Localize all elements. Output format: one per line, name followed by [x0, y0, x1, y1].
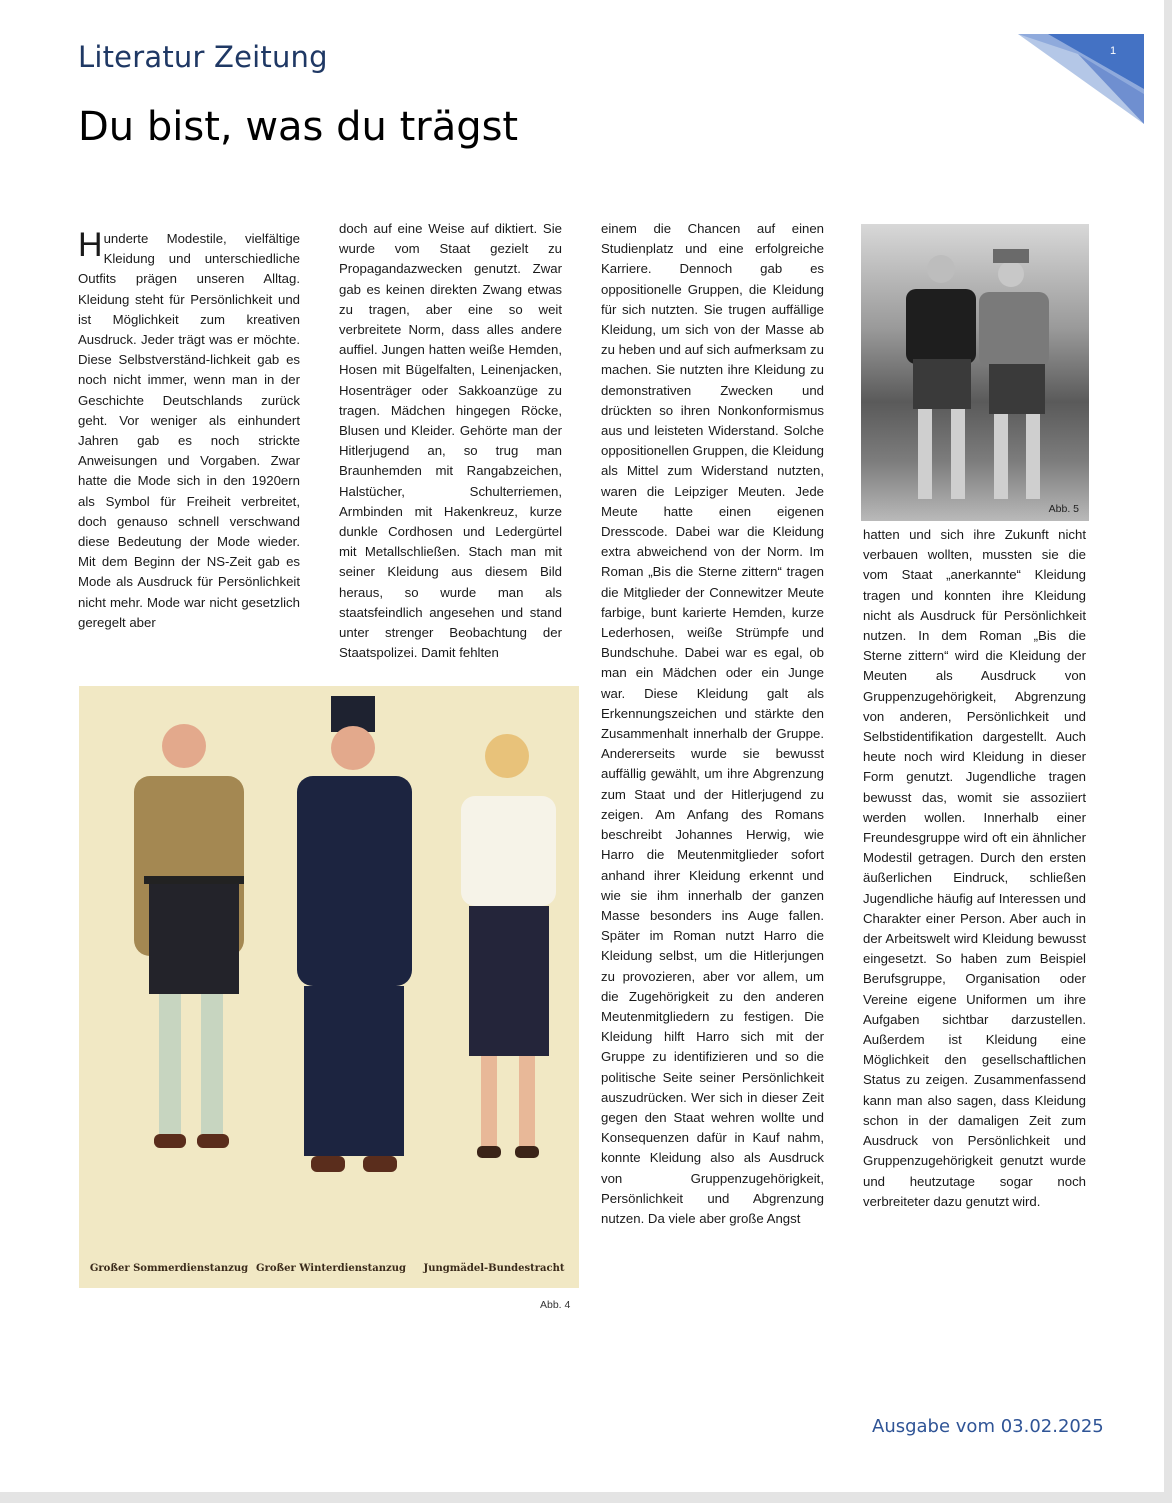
figure-4-label: Abb. 4 — [540, 1299, 571, 1311]
publication-name: Literatur Zeitung — [78, 40, 328, 74]
caption-summer — [89, 1263, 249, 1274]
column-text: einem die Chancen auf einen Studienplatz und eine erfolgreiche Karriere. Dennoch gab es oppositionelle Gruppen, die Kleidung für sich nutzten. Sie trugen auffällige Kleidung, um sich von der Masse ab zu heben und auf sich aufmerksam zu machen. Sie nutzten ihre Kleidung zu demonstrativen Zwecken und drückten so ihren Nonkonformismus aus und leisteten Widerstand. Solche oppositionellen Gruppen, die Kleidung als Mittel zum Widerstand nutzten, waren die Leipziger Meuten. Jede Meute hatte einen eigenen Dresscode. Dabei war die Kleidung extra abweichend von der Norm. Im Roman „Bis die Sterne zittern“ tragen die Mitglieder der Connewitzer Meute farbige, bunt karierte Hemden, kurze Lederhosen, weiße Strümpfe und Bundschuhe. Dabei war es egal, ob man ein Mädchen oder ein Junge war. Diese Kleidung galt als Erkennungszeichen und stärkte den Zusammenhalt innerhalb der Gruppe. Andererseits wurde sie bewusst auffällig gewählt, um ihre Abgrenzung zum Staat und der Hitlerjugend zu zeigen. Am Anfang des Romans beschreibt Johannes Herwig, wie Harro die Meutenmitglieder sofort anhand ihrer Kleidung erkennt und wie sie ihm innerhalb der ganzen Masse besonders ins Auge fallen. Später im Roman nutzt Harro die Kleidung selbst, um die Hitlerjungen zu provozieren, aber vor allem, um die Zugehörigkeit zu den anderen Meutenmitgliedern zu festigen. Die Kleidung hilft Harro sich mit der Gruppe zu identifizieren und so die politische Seite seiner Persönlichkeit auszudrücken. Wer sich in dieser Zeit gegen den Staat wehren wollte und Konsequenzen dafür in Kauf nahm, konnte Kleidung also als Ausdruck von Gruppenzugehörigkeit, Persönlichkeit und Abgrenzung nutzen. Da viele aber große Angst — [601, 221, 824, 1226]
article-column-3 — [601, 219, 824, 1229]
drop-cap: H — [78, 226, 103, 264]
caption-girl — [414, 1263, 574, 1274]
figure-summer-uniform — [134, 724, 244, 1148]
caption-title: Großer Sommerdienstanzug — [89, 1263, 249, 1274]
caption-winter — [251, 1263, 411, 1274]
figure-winter-uniform — [297, 696, 412, 1172]
page-number: 1 — [1110, 45, 1117, 57]
figure-5-label: Abb. 5 — [1048, 503, 1079, 515]
column-text: hatten und sich ihre Zukunft nicht verbauen wollten, mussten sie die vom Staat „anerkannte“ Kleidung tragen und konnten ihre Kleidung nicht als Ausdruck für Persönlichkeit nutzen. In dem Roman „Bis die Sterne zittern“ wird die Kleidung der Meuten als Ausdruck von Gruppenzugehörigkeit, Abgrenzung von anderen, Persönlichkeit und Selbstidentifikation dargestellt. Auch heute noch wird Kleidung in dieser Form genutzt. Jugendliche tragen bewusst das, womit sie assoziiert werden wollen. Innerhalb einer Freundesgruppe wird oft ein ähnlicher Modestil getragen. Durch den ersten äußerlichen Eindruck, schließen Jugendliche häufig auf Interessen und Charakter einer Person. Aber auch in der Arbeitswelt wird Kleidung bewusst eingesetzt. So haben zum Beispiel Berufsgruppe, Organisation oder Vereine eigene Uniformen um ihre Aufgaben sichtbar darzustellen. Außerdem ist Kleidung eine Möglichkeit den gesellschaftlichen Status zu zeigen. Zusammenfassend kann man also sagen, dass Kleidung schon in der damaligen Zeit zum Ausdruck von Persönlichkeit und Gruppenzugehörigkeit genutzt wurde und heutzutage sogar noch verbreiteter dazu genutzt wird. — [863, 527, 1086, 1209]
article-column-4 — [863, 525, 1086, 1212]
article-column-1 — [78, 226, 300, 633]
column-text: doch auf eine Weise auf diktiert. Sie wurde vom Staat gezielt zu Propagandazwecken genutzt. Zwar gab es keinen direkten Zwang etwas zu tragen, aber eine so weit verbreitete Norm, dass alles andere auffiel. Jungen hatten weiße Hemden, Hosen mit Bügelfalten, Leinenjacken, Hosenträger oder Sakkoanzüge zu tragen. Mädchen hingegen Röcke, Blusen und Kleider. Gehörte man der Hitlerjugend an, so trug man Braunhemden mit Rangabzeichen, Halstücher, Schulterriemen, Armbinden mit Hakenkreuz, kurze dunkle Cordhosen und Ledergürtel mit Metallschließen. Stach man mit seiner Kleidung aus diesem Bild heraus, so wurde man als staatsfeindlich angesehen und stand unter strenger Beobachtung der Staatspolizei. Damit fehlten — [339, 221, 562, 661]
figure-girl-uniform — [461, 734, 556, 1158]
photo-two-youths — [861, 224, 1089, 521]
figure-photo — [861, 224, 1089, 521]
column-text: underte Modestile, vielfältige Kleidung und unterschiedliche Outfits prägen unseren Alltag. Kleidung steht für Persönlichkeit und ist Möglichkeit zum kreativen Ausdruck. Jeder trägt was er möchte. Diese Selbstverständ-lichkeit gab es noch nicht immer, wenn man in der Geschichte Deutschlands zurück geht. Vor weniger als einhundert Jahren gab es noch strickte Anweisungen und Vorgaben. Zwar hatte die Mode sich in den 1920ern als Symbol für Freiheit verbreitet, doch genauso schnell verschwand diese Bedeutung der Mode wieder. Mit dem Beginn der NS-Zeit gab es Mode als Ausdruck für Persönlichkeit nicht mehr. Mode war nicht gesetzlich geregelt aber — [78, 231, 300, 630]
article-title: Du bist, was du trägst — [78, 104, 519, 150]
caption-title: Großer Winterdienstanzug — [256, 1263, 406, 1274]
caption-title: Jungmädel-Bundestracht — [423, 1263, 565, 1274]
issue-date: Ausgabe vom 03.02.2025 — [872, 1416, 1104, 1437]
corner-decoration — [1018, 34, 1144, 124]
article-column-2 — [339, 219, 562, 663]
figure-uniform-illustration — [79, 686, 579, 1288]
uniform-figures-image — [79, 686, 579, 1288]
